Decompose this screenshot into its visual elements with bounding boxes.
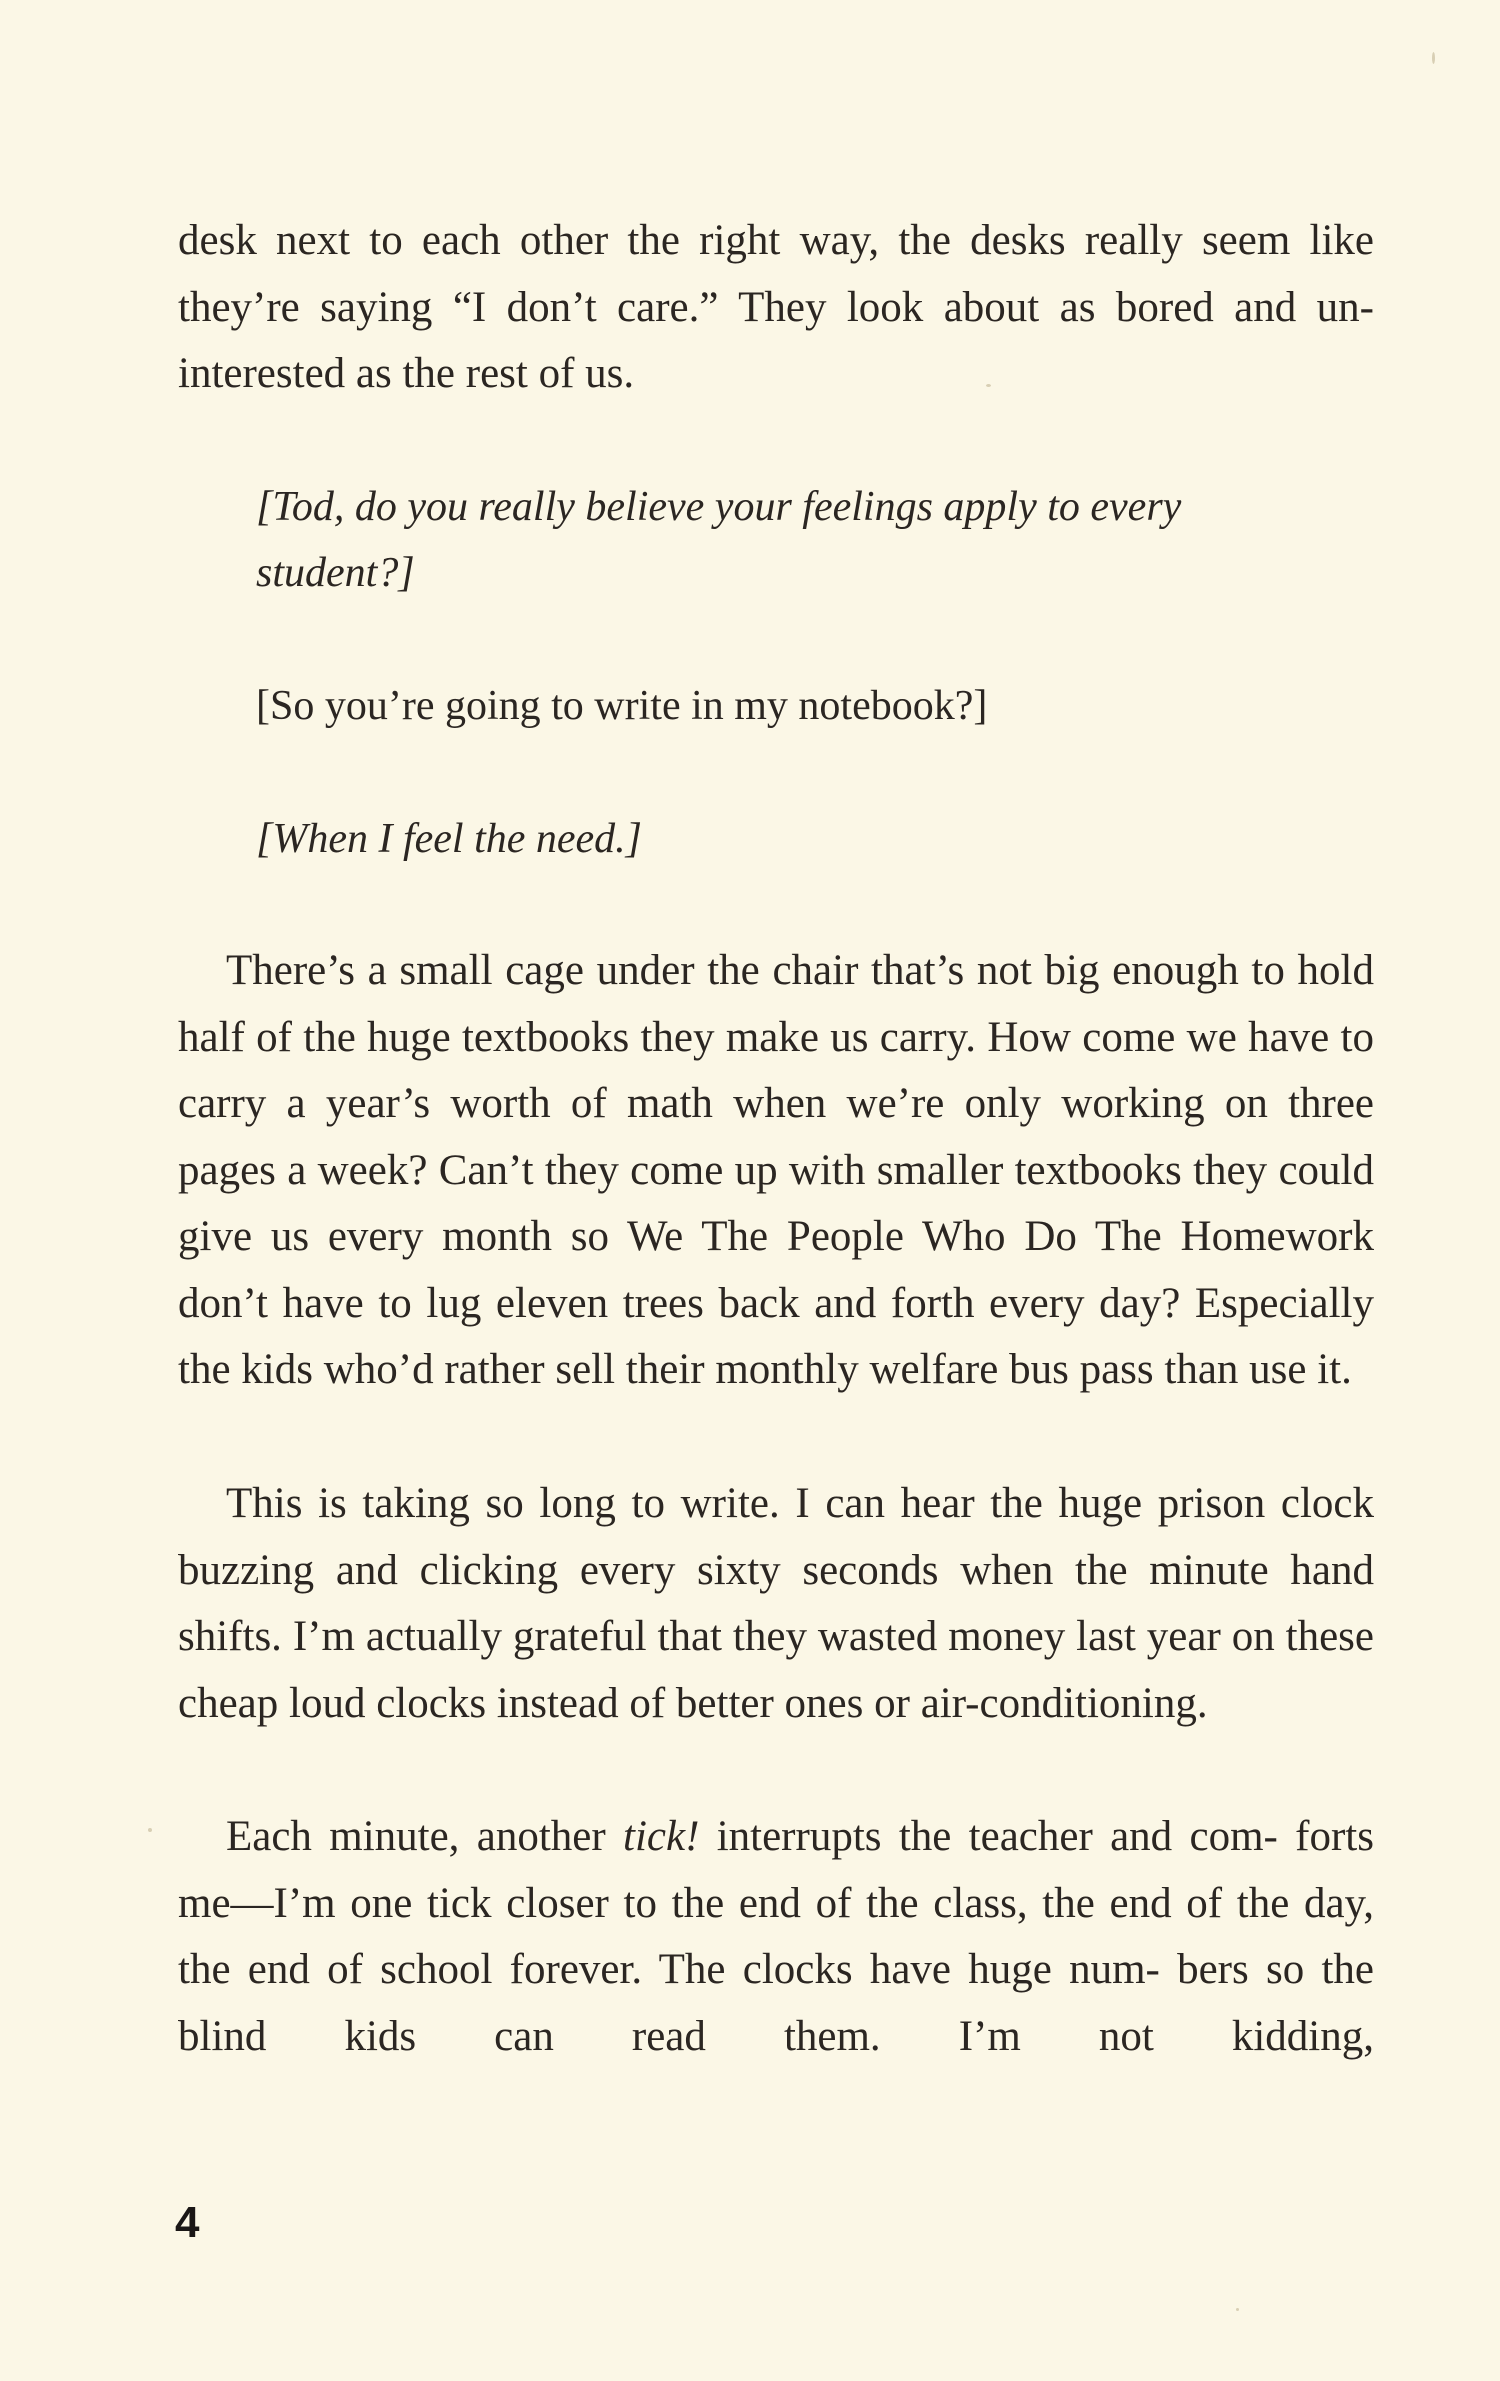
paragraph-clock: This is taking so long to write. I can hear the huge prison clock buzzing and clicking every sixty seconds when the minute hand shifts. I’m actually grateful that they wasted money last year on these cheap loud clocks instead of better ones or air-conditioning. (178, 1480, 1374, 1727)
paper-speck (986, 384, 991, 387)
paragraph-tick (178, 1804, 1374, 2070)
paper-speck (1432, 52, 1435, 64)
paragraph-cage: There’s a small cage under the chair that’s not big enough to hold half of the huge textbooks they make us carry. How come we have to carry a year’s worth of math when we’re only working on three pages a week? Can’t they come up with smaller textbooks they could give us every month so We The People Who Do The Homework don’t have to lug eleven trees back and forth every day? Especially the kids who’d rather sell their monthly welfare bus pass than use it. (178, 947, 1374, 1393)
teacher-note-feelings: [Tod, do you really believe your feelings apply to every student?] (256, 484, 1182, 596)
paragraph-tick-start: Each minute, another (226, 1813, 623, 1860)
teacher-note-need: [When I feel the need.] (256, 816, 643, 862)
paper-speck (1236, 2308, 1239, 2311)
paragraph-tick-rest: interrupts the teacher and com- forts me—I’m one tick closer to the end of the class, the end of the day, the end of school forever. The clocks have huge num- bers so the blind kids can read them. I’m not kidding, (178, 1813, 1374, 2060)
student-note-notebook: [So you’re going to write in my notebook?] (256, 683, 988, 729)
page-number: 4 (175, 2198, 200, 2247)
paper-speck (148, 1828, 152, 1832)
paragraph-desks: desk next to each other the right way, the desks really seem like they’re saying “I don’t care.” They look about as bored and un- interested as the rest of us. (178, 217, 1374, 397)
tick-emphasis: tick! (623, 1813, 700, 1860)
